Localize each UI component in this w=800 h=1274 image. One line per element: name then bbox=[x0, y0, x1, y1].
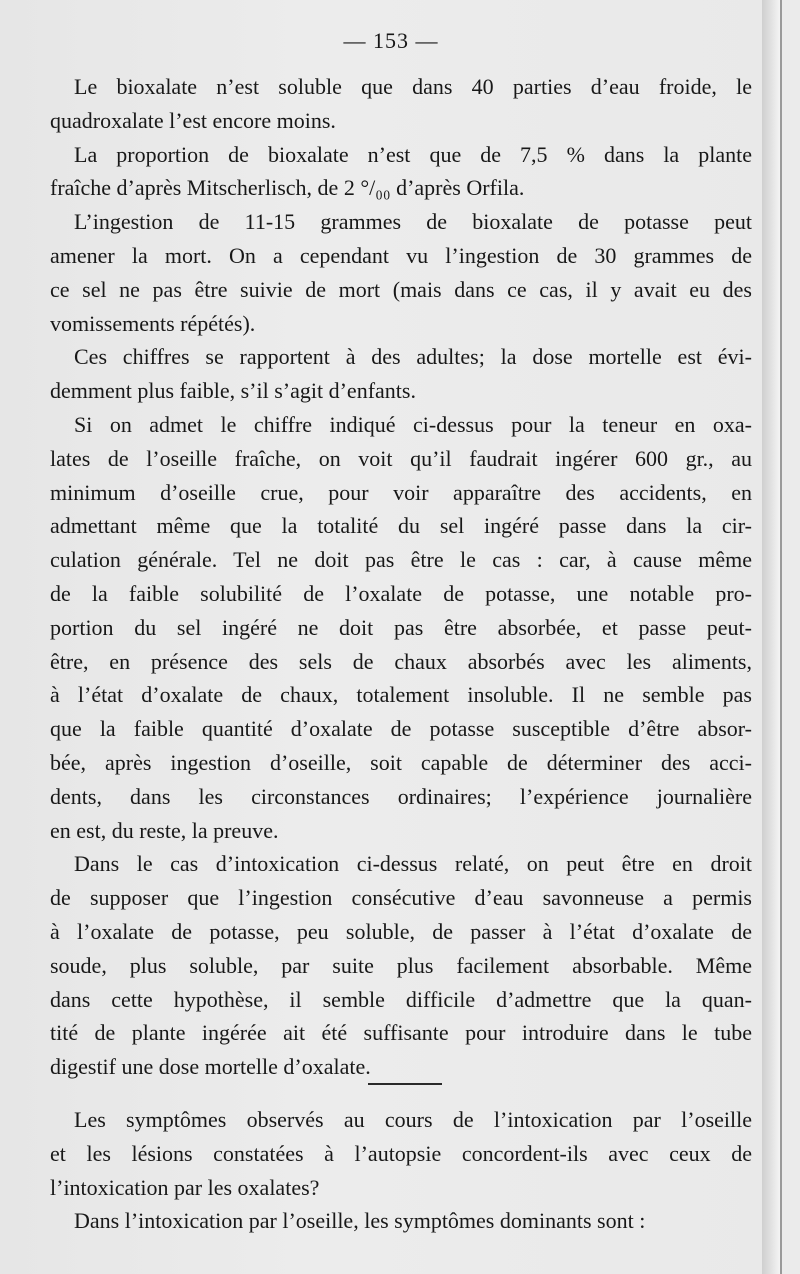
text-line: être, en présence des sels de chaux absorbés avec les aliments, bbox=[50, 648, 752, 674]
text-line: que la faible quantité d’oxalate de potasse susceptible d’être absor- bbox=[50, 716, 752, 742]
text-line: L’ingestion de 11-15 grammes de bioxalate de potasse peut bbox=[74, 209, 752, 235]
text-line: Dans l’intoxication par l’oseille, les symptômes dominants sont : bbox=[74, 1208, 646, 1234]
text-line: en est, du reste, la preuve. bbox=[50, 817, 279, 843]
text-line: fraîche d’après Mitscherlisch, de 2 °/₀₀ d’après Orfila. bbox=[50, 175, 525, 201]
text-line: Dans le cas d’intoxication ci-dessus relaté, on peut être en droit bbox=[74, 851, 752, 877]
text-line: admettant même que la totalité du sel ingéré passe dans la cir- bbox=[50, 513, 752, 539]
text-line: Si on admet le chiffre indiqué ci-dessus pour la teneur en oxa- bbox=[74, 411, 752, 437]
text-line: à l’état d’oxalate de chaux, totalement insoluble. Il ne semble pas bbox=[50, 682, 752, 708]
text-line: tité de plante ingérée ait été suffisante pour introduire dans le tube bbox=[50, 1020, 752, 1046]
text-line: vomissements répétés). bbox=[50, 310, 256, 336]
page-edge-shadow bbox=[762, 0, 780, 1274]
text-line: portion du sel ingéré ne doit pas être absorbée, et passe peut- bbox=[50, 614, 752, 640]
text-line: et les lésions constatées à l’autopsie concordent-ils avec ceux de bbox=[50, 1140, 752, 1166]
text-line: Ces chiffres se rapportent à des adultes; la dose mortelle est évi- bbox=[74, 344, 752, 370]
text-line: minimum d’oseille crue, pour voir apparaître des accidents, en bbox=[50, 479, 752, 505]
text-line: lates de l’oseille fraîche, on voit qu’il faudrait ingérer 600 gr., au bbox=[50, 445, 752, 471]
text-line: de supposer que l’ingestion consécutive d’eau savonneuse a permis bbox=[50, 885, 752, 911]
text-line: Le bioxalate n’est soluble que dans 40 parties d’eau froide, le bbox=[74, 74, 752, 99]
text-line: de la faible solubilité de l’oxalate de potasse, une notable pro- bbox=[50, 580, 752, 606]
text-line: dents, dans les circonstances ordinaires; l’expérience journalière bbox=[50, 783, 752, 809]
text-line: dans cette hypothèse, il semble difficile d’admettre que la quan- bbox=[50, 986, 752, 1012]
body-text-top bbox=[50, 70, 752, 1084]
text-line: amener la mort. On a cependant vu l’ingestion de 30 grammes de bbox=[50, 242, 752, 268]
text-line: soude, plus soluble, par suite plus facilement absorbable. Même bbox=[50, 952, 752, 978]
text-line: à l’oxalate de potasse, peu soluble, de passer à l’état d’oxalate de bbox=[50, 918, 752, 944]
text-line: quadroxalate l’est encore moins. bbox=[50, 107, 336, 133]
text-line: demment plus faible, s’il s’agit d’enfants. bbox=[50, 378, 416, 404]
body-text-bottom bbox=[50, 1103, 752, 1238]
text-line: digestif une dose mortelle d’oxalate. bbox=[50, 1054, 371, 1080]
text-line: culation générale. Tel ne doit pas être le cas : car, à cause même bbox=[50, 547, 752, 573]
text-line: Les symptômes observés au cours de l’intoxication par l’oseille bbox=[74, 1107, 752, 1132]
text-line: l’intoxication par les oxalates? bbox=[50, 1174, 320, 1200]
text-line: bée, après ingestion d’oseille, soit capable de déterminer des acci- bbox=[50, 749, 752, 775]
text-line: La proportion de bioxalate n’est que de 7,5 % dans la plante bbox=[74, 141, 752, 167]
page-number: — 153 — bbox=[343, 28, 439, 53]
section-divider bbox=[368, 1083, 442, 1085]
text-line: ce sel ne pas être suivie de mort (mais dans ce cas, il y avait eu des bbox=[50, 276, 752, 302]
